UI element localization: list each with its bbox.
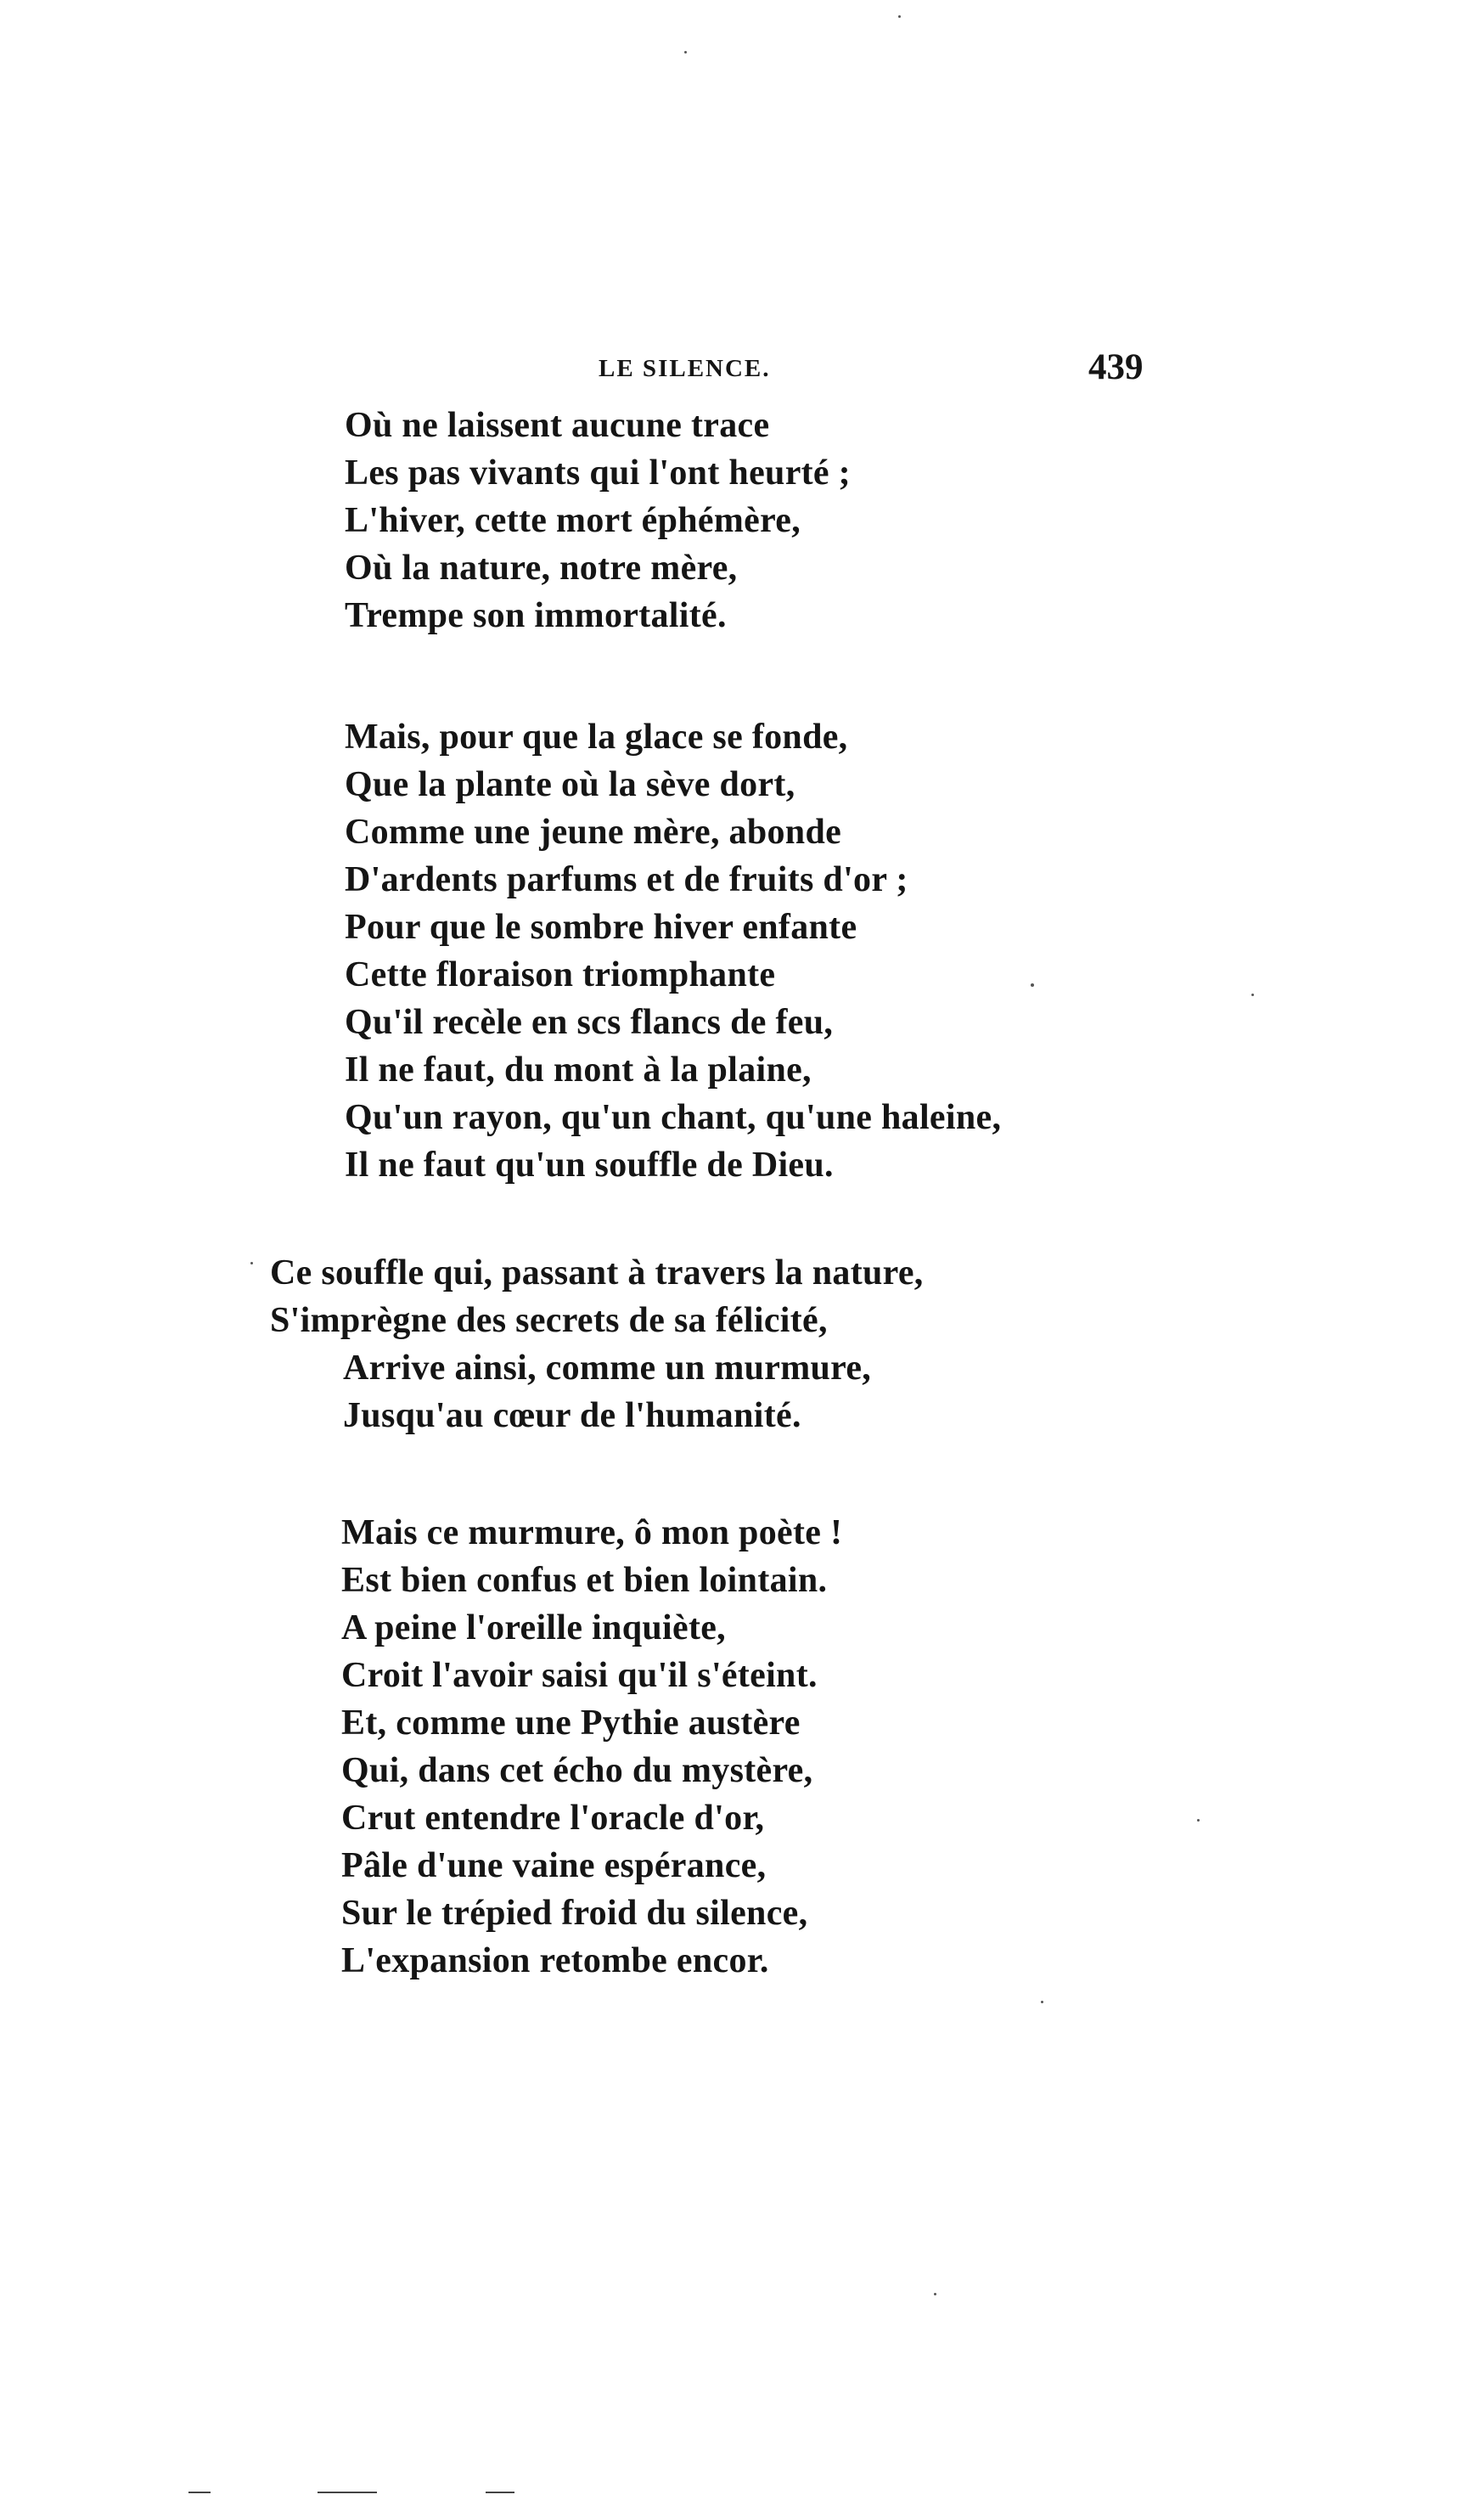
verse-line: Comme une jeune mère, abonde [345, 813, 842, 852]
bottom-edge-mark [486, 2492, 514, 2493]
verse-line-indented: Jusqu'au cœur de l'humanité. [343, 1396, 801, 1435]
verse-line: Qu'un rayon, qu'un chant, qu'une haleine, [345, 1098, 1002, 1137]
running-title: LE SILENCE. [599, 355, 771, 382]
verse-line: Trempe son immortalité. [345, 596, 727, 635]
stanza-3 [270, 1249, 924, 1439]
paper-speck [934, 2293, 936, 2295]
verse-line: Où la nature, notre mère, [345, 549, 738, 588]
verse-line: Les pas vivants qui l'ont heurté ; [345, 453, 851, 493]
verse-line: Est bien confus et bien lointain. [341, 1561, 828, 1600]
paper-speck [250, 1262, 253, 1264]
verse-line: Sur le trépied froid du silence, [341, 1894, 808, 1933]
verse-line: L'hiver, cette mort éphémère, [345, 501, 801, 540]
paper-speck [1251, 994, 1254, 996]
verse-line: Mais ce murmure, ô mon poète ! [341, 1513, 843, 1552]
verse-line: Cette floraison triomphante [345, 955, 776, 994]
verse-line: Pour que le sombre hiver enfante [345, 908, 857, 947]
verse-line: Il ne faut, du mont à la plaine, [345, 1050, 812, 1090]
verse-line-indented: Arrive ainsi, comme un murmure, [343, 1349, 872, 1388]
verse-line: A peine l'oreille inquiète, [341, 1608, 726, 1647]
verse-line: Croit l'avoir saisi qu'il s'éteint. [341, 1656, 818, 1695]
verse-line: Qui, dans cet écho du mystère, [341, 1751, 813, 1790]
verse-line: Qu'il recèle en scs flancs de feu, [345, 1003, 834, 1042]
verse-line: Il ne faut qu'un souffle de Dieu. [345, 1146, 834, 1185]
verse-line: S'imprègne des secrets de sa félicité, [270, 1301, 828, 1340]
paper-speck [1197, 1819, 1200, 1822]
stanza-1 [345, 402, 851, 639]
stanza-2 [345, 713, 1001, 1189]
verse-line: Ce souffle qui, passant à travers la nature, [270, 1253, 924, 1292]
bottom-edge-mark [318, 2492, 377, 2493]
verse-line: D'ardents parfums et de fruits d'or ; [345, 860, 908, 899]
paper-speck [898, 15, 901, 18]
verse-line: Mais, pour que la glace se fonde, [345, 718, 848, 757]
page-number: 439 [1088, 347, 1144, 387]
verse-line: Crut entendre l'oracle d'or, [341, 1799, 765, 1838]
paper-speck [684, 51, 687, 53]
stanza-4 [341, 1509, 842, 1985]
verse-line: Pâle d'une vaine espérance, [341, 1846, 767, 1885]
bottom-edge-mark [188, 2492, 211, 2493]
verse-line: Que la plante où la sève dort, [345, 765, 795, 804]
paper-speck [1041, 2001, 1043, 2003]
verse-line: Où ne laissent aucune trace [345, 406, 770, 445]
verse-line: L'expansion retombe encor. [341, 1941, 769, 1980]
paper-speck [1031, 983, 1034, 987]
verse-line: Et, comme une Pythie austère [341, 1704, 801, 1743]
